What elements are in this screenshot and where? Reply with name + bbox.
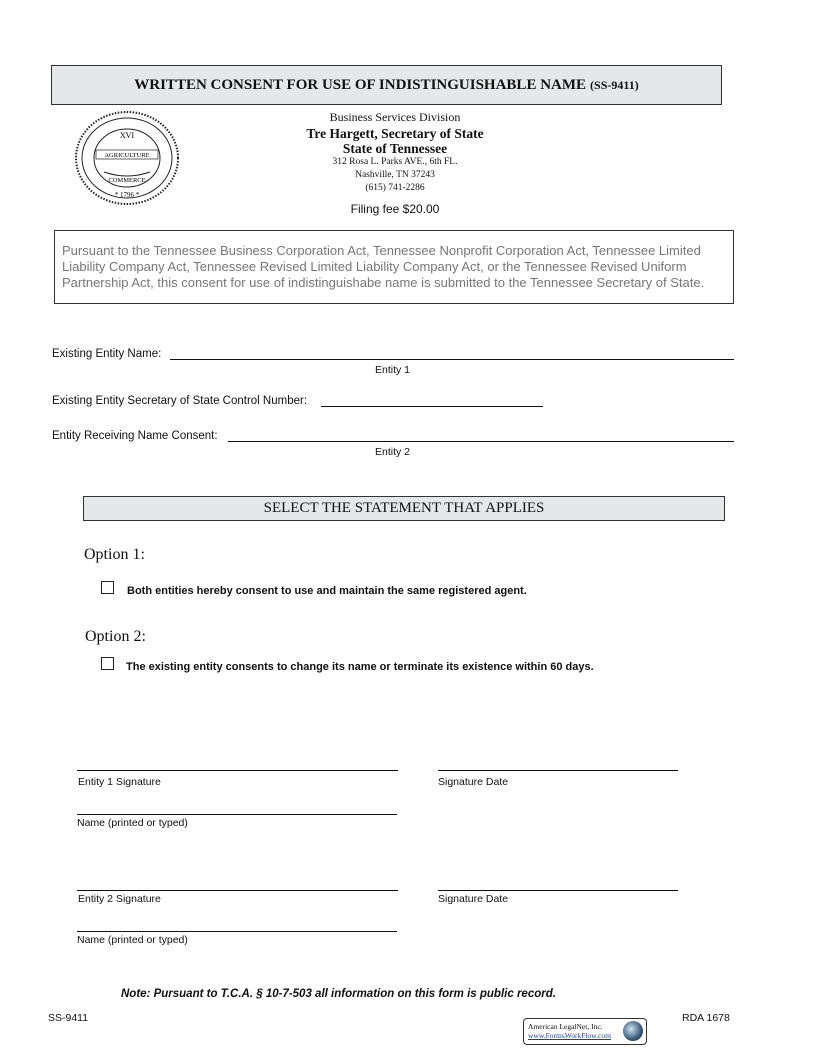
control-number-label: Existing Entity Secretary of State Control Number: <box>52 395 308 407</box>
date-1-label: Signature Date <box>438 776 509 788</box>
state: State of Tennessee <box>342 141 448 156</box>
phone: (615) 741-2286 <box>365 183 425 193</box>
entity-1-signature-label: Entity 1 Signature <box>78 776 161 788</box>
form-title-box <box>51 65 722 105</box>
form-code: (SS-9411) <box>590 77 639 92</box>
option-2-label: Option 2: <box>85 628 146 645</box>
entity-2-signature-label: Entity 2 Signature <box>78 893 161 905</box>
svg-text:XVI: XVI <box>119 131 135 140</box>
svg-text:* 1796 *: * 1796 * <box>114 191 140 199</box>
filing-fee: Filing fee $20.00 <box>350 202 440 216</box>
control-number-field[interactable] <box>321 406 543 407</box>
name-1-line[interactable] <box>77 814 397 815</box>
entity-2-caption: Entity 2 <box>375 446 411 458</box>
date-2-label: Signature Date <box>438 893 509 905</box>
logo-url[interactable]: www.FormsWorkFlow.com <box>528 1031 612 1040</box>
option-1-checkbox[interactable] <box>101 581 114 594</box>
division: Business Services Division <box>329 110 461 124</box>
select-heading: SELECT THE STATEMENT THAT APPLIES <box>83 496 725 521</box>
entity-2-signature-line[interactable] <box>77 890 398 891</box>
receiving-entity-label: Entity Receiving Name Consent: <box>52 430 218 442</box>
secretary: Tre Hargett, Secretary of State <box>306 126 484 141</box>
receiving-entity-field[interactable] <box>228 441 734 442</box>
address-line-2: Nashville, TN 37243 <box>355 170 435 180</box>
entity-1-signature-line[interactable] <box>77 770 398 771</box>
name-1-label: Name (printed or typed) <box>77 817 188 829</box>
public-record-note: Note: Pursuant to T.C.A. § 10-7-503 all information on this form is public record. <box>121 988 556 1000</box>
entity-1-caption: Entity 1 <box>375 364 411 376</box>
rda-number: RDA 1678 <box>682 1012 730 1024</box>
name-2-label: Name (printed or typed) <box>77 934 188 946</box>
address-line-1: 312 Rosa L. Parks AVE., 6th FL. <box>332 157 458 167</box>
name-2-line[interactable] <box>77 931 397 932</box>
logo-name: American LegalNet, Inc. <box>528 1022 603 1031</box>
intro-text: Pursuant to the Tennessee Business Corporation Act, Tennessee Nonprofit Corporation Act, Tennessee Limited Liability Company Act, Tennessee Revised Limited Liability Company Act, or the Tennessee Revised Uniform Partnership Act, this consent for use of indistinguishabe name is submitted to the Tennessee Secretary of State. <box>54 230 734 304</box>
globe-icon <box>623 1021 643 1041</box>
svg-text:AGRICULTURE: AGRICULTURE <box>104 152 150 159</box>
date-1-line[interactable] <box>438 770 678 771</box>
option-2-checkbox[interactable] <box>101 657 114 670</box>
option-1-text: Both entities hereby consent to use and maintain the same registered agent. <box>127 585 527 597</box>
existing-name-field[interactable] <box>170 359 734 360</box>
american-legalnet-logo[interactable] <box>523 1018 647 1045</box>
form-id: SS-9411 <box>48 1012 89 1024</box>
existing-name-label: Existing Entity Name: <box>52 348 162 360</box>
option-2-text: The existing entity consents to change its name or terminate its existence within 60 days. <box>126 661 594 673</box>
option-1-label: Option 1: <box>84 546 145 563</box>
form-title: WRITTEN CONSENT FOR USE OF INDISTINGUISHABLE NAME <box>134 76 587 93</box>
state-seal <box>74 110 180 206</box>
date-2-line[interactable] <box>438 890 678 891</box>
svg-text:COMMERCE: COMMERCE <box>108 177 146 184</box>
